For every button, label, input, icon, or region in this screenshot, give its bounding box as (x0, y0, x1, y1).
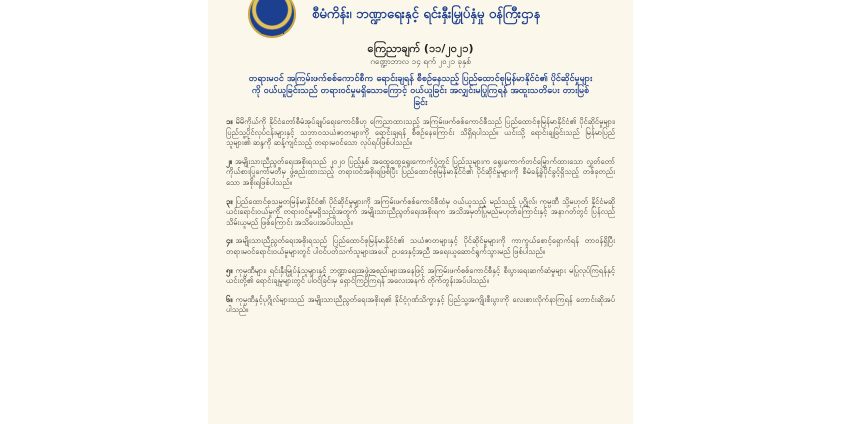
paragraph-1 (226, 117, 615, 149)
document-header (226, 0, 615, 34)
paragraph-4 (226, 236, 615, 257)
paragraph-number: ၃။ (226, 196, 233, 206)
paragraph-text: မိမိကိုယ်ကို နိုင်ငံတော်စီမံအုပ်ချုပ်ရေးကောင်စီဟု ကြေညာထားသည့် အကြမ်းဖက်စစ်ကောင်စီသည် ပြည်ထောင်စုမြန်မာနိုင်ငံ၏ ပိုင်ဆိုင်မှုများ၊ ပြည်သူ့ပိုင်လုပ်ငန်းများနှင့် သဘာဝသယံဇာတများကို ရောင်းချရန် စီစဉ်နေကြောင်း သိရှိရပါသည်။ ယင်းသို့ ရောင်းချခြင်းသည် မြန်မာပြည်သူများ၏ ဆန္ဒကို ဆန့်ကျင်သည့် တရားမဝင်သော လုပ်ရပ်ဖြစ်ပါသည်။ (226, 117, 615, 148)
paragraph-5 (226, 266, 615, 287)
paragraph-number: ၁။ (226, 117, 233, 126)
announcement-document (208, 0, 633, 424)
announcement-title: ကြေညာချက် (၁၁/၂၀၂၁) (367, 42, 474, 55)
paragraph-6 (226, 295, 615, 316)
paragraph-text: ကုမ္ပဏီနှင့်ပုဂ္ဂိုလ်များသည် အမျိုးသားညီညွတ်ရေးအစိုးရ၏ နိုင်ငံ့ဂုဏ်သိက္ခာနှင့် ပြည်သူ့အကျိုးစီးပွားကို လေးစားလိုက်နာကြရန် တောင်းဆိုအပ်ပါသည်။ (226, 294, 615, 315)
paragraph-2 (226, 157, 615, 189)
logo-text: MOPFI (260, 29, 286, 36)
announcement-date: ဂဏ္ဍောဘာလ ၁၄ ရက် ၂၀၂၁ ခုနှစ် (370, 57, 471, 66)
paragraph-text: ပြည်ထောင်စုသမ္မတမြန်မာနိုင်ငံ၏ ပိုင်ဆိုင်မှုများကို အကြမ်းဖက်စစ်ကောင်စီထံမှ ဝယ်ယူသည့် မည်သည့် ပုဂ္ဂိုလ်၊ ကုမ္ပဏီ သို့မဟုတ် နိုင်ငံမဆို ယင်းရောင်းဝယ်မှုကို တရားဝင်မှုမရှိသည့်အတွက် အမျိုးသားညီညွတ်ရေးအစိုးရက အသိအမှတ်ပြုမည်မဟုတ်ကြောင်းနှင့် အနာဂတ်တွင် ပြန်လည်သိမ်းယူမည် ဖြစ်ကြောင်း အသိပေးအပ်ပါသည်။ (226, 196, 615, 227)
ministry-name: စီမံကိန်း၊ ဘဏ္ဍာရေးနှင့် ရင်းနှီးမြှုပ်နှံမှု ဝန်ကြီးဌာန (312, 7, 541, 22)
paragraph-number: ၂။ (226, 156, 232, 166)
paragraph-text: အမျိုးသားညီညွတ်ရေးအစိုးရသည် ၂၀၂၀ ပြည့်နှစ် အထွေထွေရွေးကောက်ပွဲတွင် ပြည်သူများက ရွေးကောက်တင်မြှောက်ထားသော လွှတ်တော်ကိုယ်စားပြုကော်မတီမှ ဖွဲ့စည်းထားသည့် တရားဝင်အစိုးရဖြစ်ပြီး ပြည်ထောင်စုမြန်မာနိုင်ငံ၏ ပိုင်ဆိုင်မှုများကို စီမံခန့်ခွဲပိုင်ခွင့်ရှိသည့် တစ်ခုတည်းသော အစိုးရဖြစ်ပါသည်။ (226, 156, 615, 187)
paragraph-text: ကုမ္ပဏီများ၊ ရင်းနှီးမြှုပ်နှံသူများနှင့် ဘဏ္ဍာရေးအဖွဲ့အစည်းများအနေဖြင့် အကြမ်းဖက်စစ်ကောင်စီနှင့် စီးပွားရေးဆက်ဆံမှုများ မပြုလုပ်ကြရန်နှင့် ယင်းတို့၏ ရောင်းချမှုများတွင် ပါဝင်ခြင်းမှ ရှောင်ကြဉ်ကြရန် အလေးအနက် တိုက်တွန်းအပ်ပါသည်။ (226, 265, 615, 286)
title-block (226, 42, 615, 67)
paragraph-text: အမျိုးသားညီညွတ်ရေးအစိုးရသည် ပြည်ထောင်စုမြန်မာနိုင်ငံ၏ သယံဇာတများနှင့် ပိုင်ဆိုင်မှုများကို ကာကွယ်စောင့်ရှောက်ရန် တာဝန်ရှိပြီး တရားမဝင်ရောင်းဝယ်မှုများတွင် ပါဝင်ပတ်သက်သူများအပေါ် ဥပဒေနှင့်အညီ အရေးယူဆောင်ရွက်သွားမည် ဖြစ်ပါသည်။ (226, 236, 615, 256)
paragraph-3 (226, 197, 615, 229)
paragraph-number: ၆။ (226, 294, 233, 304)
paragraph-number: ၅။ (226, 265, 233, 275)
paragraph-number: ၄။ (226, 236, 233, 246)
announcement-subject: တရားမဝင် အကြမ်းဖက်စစ်ကောင်စီက ရောင်းချရန် စီစဉ်နေသည့် ပြည်ထောင်စုမြန်မာနိုင်ငံ၏ ပိုင်ဆိုင်မှုများကို ဝယ်ယူခြင်းသည် တရားဝင်မှုမရှိသောကြောင့် ဝယ်ယူခြင်း အလျှင်းမပြုကြရန် အထူးသတိပေး တားမြစ်ခြင်း (248, 74, 593, 108)
